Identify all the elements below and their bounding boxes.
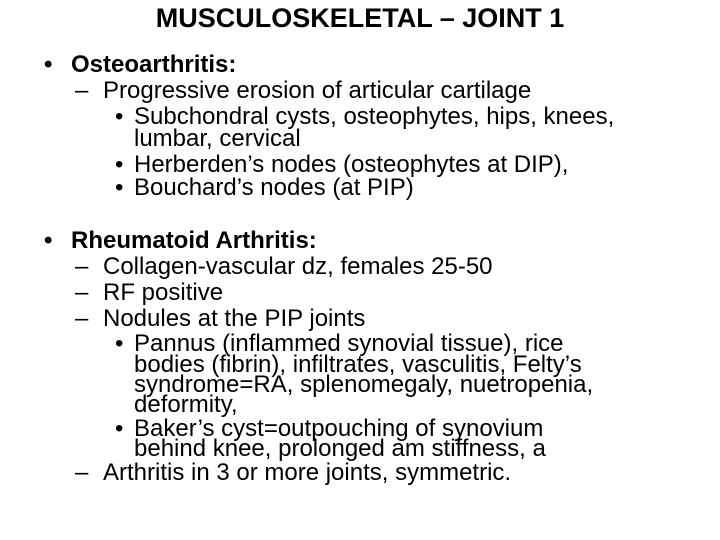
item-text: Nodules at the PIP joints xyxy=(103,305,366,332)
section-rheumatoid xyxy=(44,228,317,254)
list-item xyxy=(75,254,493,280)
item-continuation: syndrome=RA, splenomegaly, nuetropenia, xyxy=(134,371,594,398)
item-text: Progressive erosion of articular cartilage xyxy=(103,77,532,104)
item-text: Herberden’s nodes (osteophytes at DIP), xyxy=(134,151,569,178)
item-text: Arthritis in 3 or more joints, symmetric. xyxy=(103,459,512,486)
item-text: Pannus (inflammed synovial tissue), rice xyxy=(134,330,564,357)
dash-marker: – xyxy=(75,305,89,332)
section-osteoarthritis xyxy=(44,52,236,78)
bullet-marker: • xyxy=(115,415,124,442)
dash-marker: – xyxy=(75,459,89,486)
bullet-marker: • xyxy=(44,51,53,78)
item-continuation: lumbar, cervical xyxy=(134,125,301,152)
bullet-marker: • xyxy=(115,103,124,130)
bullet-marker: • xyxy=(44,227,53,254)
dash-marker: – xyxy=(75,77,89,104)
dash-marker: – xyxy=(75,279,89,306)
item-text: Collagen-vascular dz, females 25-50 xyxy=(103,253,493,280)
item-text: Subchondral cysts, osteophytes, hips, knees, xyxy=(134,103,615,130)
heading-rheumatoid: Rheumatoid Arthritis: xyxy=(71,227,317,254)
item-continuation: behind knee, prolonged am stiffness, a xyxy=(134,435,546,462)
bullet-marker: • xyxy=(115,151,124,178)
item-text: RF positive xyxy=(103,279,224,306)
bullet-marker: • xyxy=(115,330,124,357)
heading-osteoarthritis: Osteoarthritis: xyxy=(71,51,237,78)
item-continuation: deformity, xyxy=(134,391,238,418)
list-item xyxy=(75,306,365,332)
item-continuation: bodies (fibrin), infiltrates, vasculitis, Felty’s xyxy=(134,351,582,378)
item-text: Bouchard’s nodes (at PIP) xyxy=(134,174,414,201)
list-item xyxy=(75,78,531,104)
slide-title: MUSCULOSKELETAL – JOINT 1 xyxy=(155,3,565,33)
list-item xyxy=(115,175,414,201)
list-item xyxy=(75,460,511,486)
item-text: Baker’s cyst=outpouching of synovium xyxy=(134,415,544,442)
list-item xyxy=(75,280,223,306)
dash-marker: – xyxy=(75,253,89,280)
bullet-marker: • xyxy=(115,174,124,201)
